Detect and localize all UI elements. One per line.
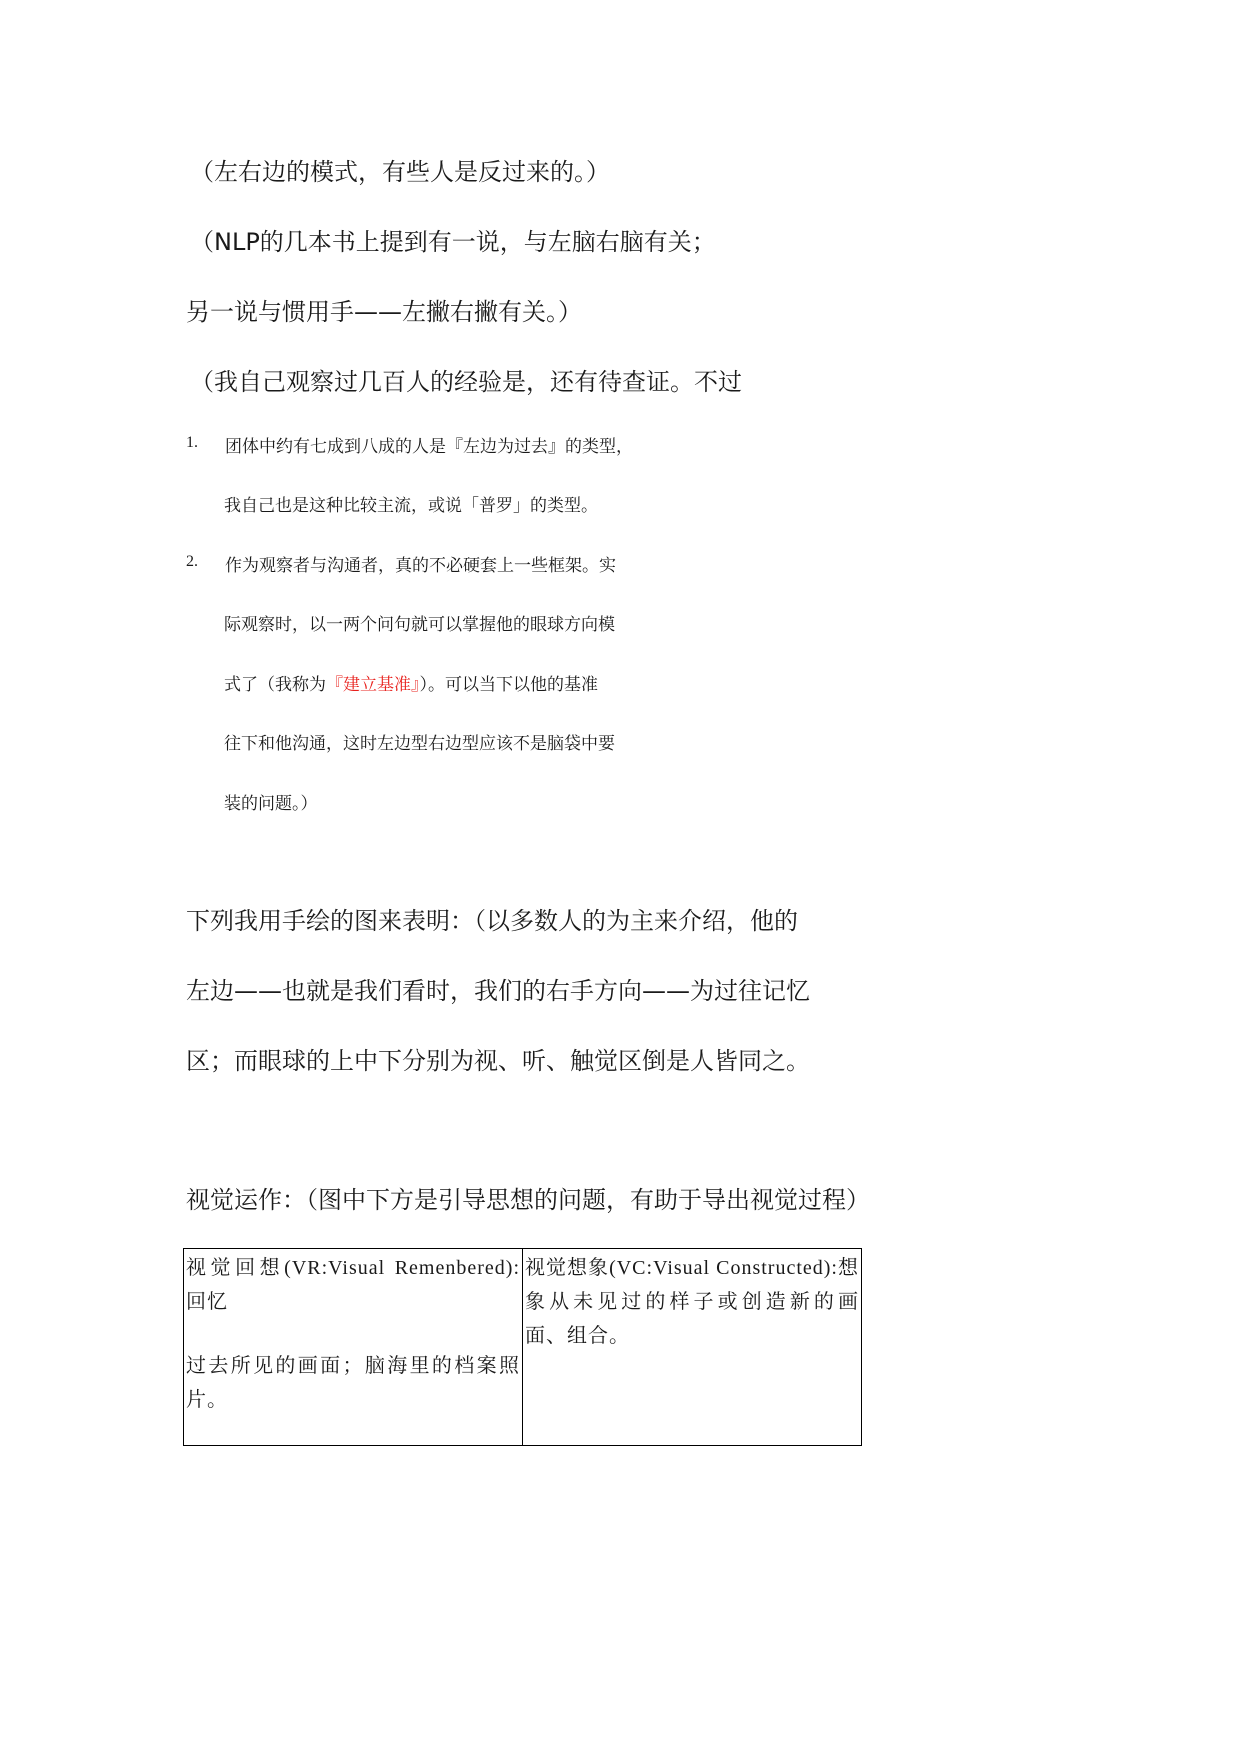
intro-line-1: 下列我用手绘的图来表明：（以多数人的为主来介绍，他的	[186, 907, 798, 935]
paragraph-own-observation: （我自己观察过几百人的经验是，还有待查证。不过	[190, 368, 742, 396]
paragraph-left-right-pattern: （左右边的模式，有些人是反过来的。）	[190, 158, 610, 186]
list-item-2-line-4: 往下和他沟通，这时左边型右边型应该不是脑袋中要	[224, 734, 615, 753]
list-item-2-line-5: 装的问题。）	[224, 794, 318, 813]
visual-remembered-title: 视觉回想(VR:Visual Remenbered):回忆	[186, 1257, 520, 1313]
establish-baseline-term: 『建立基准』	[326, 675, 420, 694]
list-item-2-line-2: 际观察时，以一两个问句就可以掌握他的眼球方向模	[224, 615, 615, 634]
table-row	[184, 1249, 862, 1446]
visual-constructed-cell	[523, 1249, 862, 1446]
visual-constructed-title: 视觉想象(VC:Visual Constructed):想象从未见过的样子或创造新的画面、组合。	[525, 1257, 859, 1347]
intro-line-3: 区；而眼球的上中下分别为视、听、触觉区倒是人皆同之。	[186, 1047, 810, 1075]
visual-operation-heading: 视觉运作：（图中下方是引导思想的问题，有助于导出视觉过程）	[186, 1186, 870, 1214]
list-item-1-line-1: 团体中约有七成到八成的人是『左边为过去』的类型，	[225, 437, 633, 456]
visual-remembered-body: 过去所见的画面；脑海里的档案照片。	[186, 1355, 520, 1411]
list-number-2: 2.	[186, 553, 198, 570]
list-item-2-line-3	[224, 670, 598, 695]
visual-remembered-cell	[184, 1249, 523, 1446]
paragraph-handedness: 另一说与惯用手——左撇右撇有关。）	[186, 298, 582, 326]
intro-line-2: 左边——也就是我们看时，我们的右手方向——为过往记忆	[186, 977, 810, 1005]
list-item-2-line-3-post: ）。可以当下以他的基准	[419, 675, 598, 694]
list-number-1: 1.	[186, 434, 198, 451]
list-item-2-line-1: 作为观察者与沟通者，真的不必硬套上一些框架。实	[225, 556, 616, 575]
list-item-2-line-3-pre: 式了（我称为	[224, 675, 326, 694]
list-item-1-line-2: 我自己也是这种比较主流，或说「普罗」的类型。	[224, 496, 598, 515]
visual-modes-table	[183, 1248, 862, 1446]
cell-spacer	[186, 1319, 520, 1349]
paragraph-nlp-books: （NLP的几本书上提到有一说，与左脑右脑有关；	[190, 228, 716, 256]
